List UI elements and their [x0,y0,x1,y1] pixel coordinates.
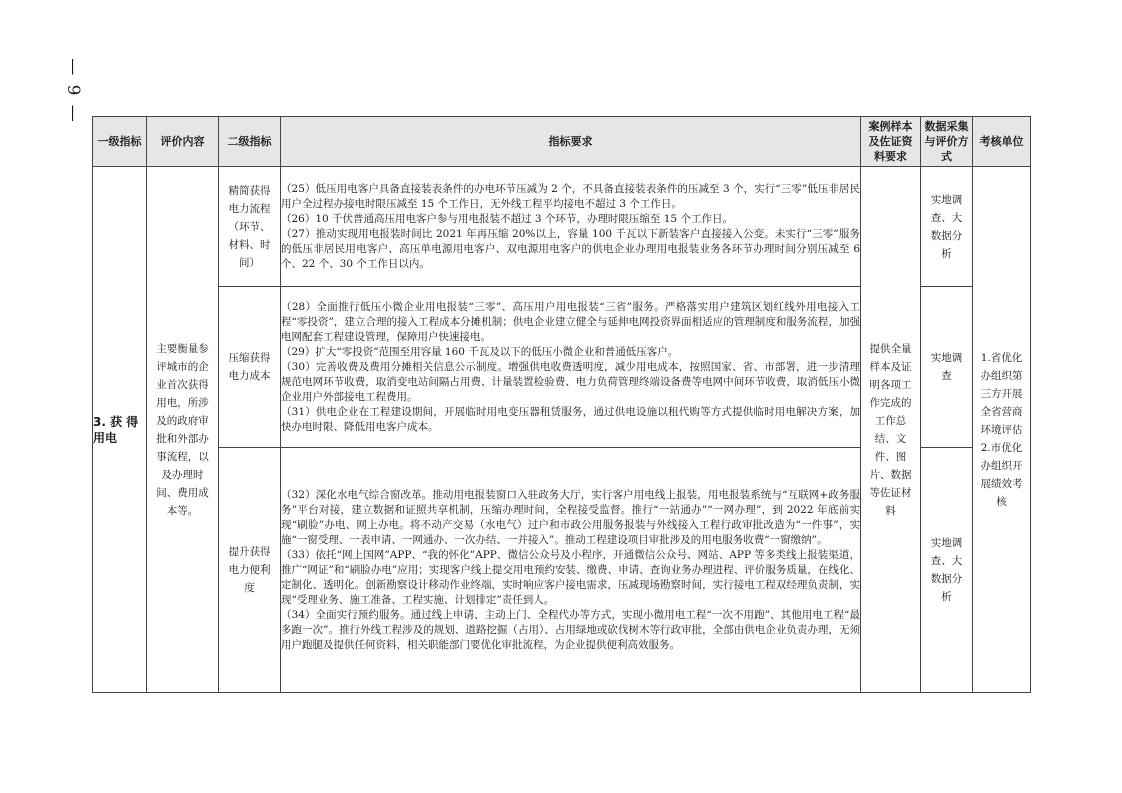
header-content: 评价内容 [147,117,219,167]
requirement-item: （27）推动实现用电报装时间比 2021 年再压缩 20%以上，容量 100 千瓦以下新装客户直接接入公变。未实行“三零”服务的低压非居民用电客户、高压单电源用电客户、双电源用电客户的供电企业办理用电报装业务各环节办理时间分别压减至 6 个、22 个、30 个工作日以内。 [281,227,860,270]
evaluation-method: 实地调查、大数据分析 [921,167,973,287]
evidence-requirements: 提供全量样本及证明各项工作完成的工作总结、文件、图片、数据等佐证材料 [861,167,921,693]
requirement-item: （25）低压用电客户具备直接装表条件的办电环节压减为 2 个，不具备直接装表条件的压减至 3 个，实行“三零”低压非居民用户全过程办接电时限压减至 15 个工作日，无外线工程平均接电不超过 3 个工作日。 [281,182,860,210]
level2-indicator: 精简获得电力流程（环节、材料、时间） [219,167,281,287]
page-number [58,58,88,124]
header-evidence: 案例样本及佐证资料要求 [861,117,921,167]
evaluation-method: 实地调查 [921,287,973,448]
requirement-item: （34）全面实行预约服务。通过线上申请、主动上门、全程代办等方式，实现小微用电工程“一次不用跑”、其他用电工程“最多跑一次”。推行外线工程涉及的规划、道路挖掘（占用）、占用绿地或砍伐树木等行政审批，全部由供电企业负责办理，无须用户跑腿及提供任何资料，相关职能部门要优化审批流程，为企业提供便利高效服务。 [281,608,860,651]
header-row [93,117,1031,167]
header-unit: 考核单位 [973,117,1031,167]
header-method: 数据采集与评价方式 [921,117,973,167]
requirement-item: （30）完善收费及费用分摊相关信息公示制度。增强供电收费透明度，减少用电成本，按照国家、省、市部署，进一步清理规范电网环节收费，取消变电站间隔占用费、计量装置检验费、电力负荷管理终端设备费等电网中间环节收费，取消低压小微企业用户外部接电工程费用。 [281,360,860,403]
level2-indicator: 提升获得电力便利度 [219,448,281,693]
level2-indicator: 压缩获得电力成本 [219,287,281,448]
requirement-item: （28）全面推行低压小微企业用电报装“三零”、高压用户用电报装“三省”服务。严格落实用户建筑区划红线外用电接入工程“零投资”，建立合理的接入工程成本分摊机制；供电企业建立健全与延伸电网投资界面相适应的管理制度和服务流程，加强电网配套工程建设管理，保障用户快速接电。 [281,300,860,343]
header-requirements: 指标要求 [281,117,861,167]
table-row [93,167,1031,287]
level1-indicator: 3. 获 得用电 [93,167,147,693]
requirements-cell [281,167,861,287]
requirement-item: （32）深化水电气综合窗改革。推动用电报装窗口入驻政务大厅，实行客户用电线上报装，用电报装系统与“互联网+政务服务”平台对接，建立数据和证照共享机制，压缩办理时间，全程接受监督。推行“一站通办”“一网办理”，到 2022 年底前实现“刷脸”办电、网上办电。将不动产交易（水电气）过户和市政公用服务报装与外线接入工程行政审批改造为“一件事”，实施“一窗受理、一表申请、一网通办、一次办结、一并接入”。推动工程建设项目审批涉及的用电服务收费“一窗缴纳”。 [281,488,860,546]
requirement-item: （31）供电企业在工程建设期间，开展临时用电变压器租赁服务，通过供电设施以租代购等方式提供临时用电解决方案，加快办电时限、降低用电客户成本。 [281,405,860,433]
requirement-item: （29）扩大“零投资”范围至用容量 160 千瓦及以下的低压小微企业和普通低压客户。 [281,345,679,358]
page-number-text: — 9 — [63,58,83,124]
requirement-item: （26）10 千伏普通高压用电客户参与用电报装不超过 3 个环节，办理时限压缩至 15 个工作日。 [281,212,733,225]
requirements-cell [281,448,861,693]
evaluation-method: 实地调查、大数据分析 [921,448,973,693]
requirement-item: （33）依托“网上国网”APP、“我的怀化”APP、微信公众号及小程序，开通微信公众号、网站、APP 等多类线上报装渠道，推广“网证”和“刷脸办电”应用；实现客户线上提交用电预约安装、缴费、申请、查询业务办理进程、评价服务质量，在线化、定制化、透明化。创新勘察设计移动作业终端，实时响应客户接电需求，压减现场勘察时间，实行接电工程双经理负责制，实现“受理业务、施工准备、工程实施、计划排定”责任到人。 [281,548,860,606]
header-level2: 二级指标 [219,117,281,167]
header-level1: 一级指标 [93,117,147,167]
evaluation-content: 主要衡量参评城市的企业首次获得用电，所涉及的政府审批和外部办事流程，以及办理时间、费用成本等。 [147,167,219,693]
assessment-unit: 1.省优化办组织第三方开展全省营商环境评估 2.市优化办组织开展绩效考核 [973,167,1031,693]
indicator-table [92,116,1031,693]
requirements-cell [281,287,861,448]
